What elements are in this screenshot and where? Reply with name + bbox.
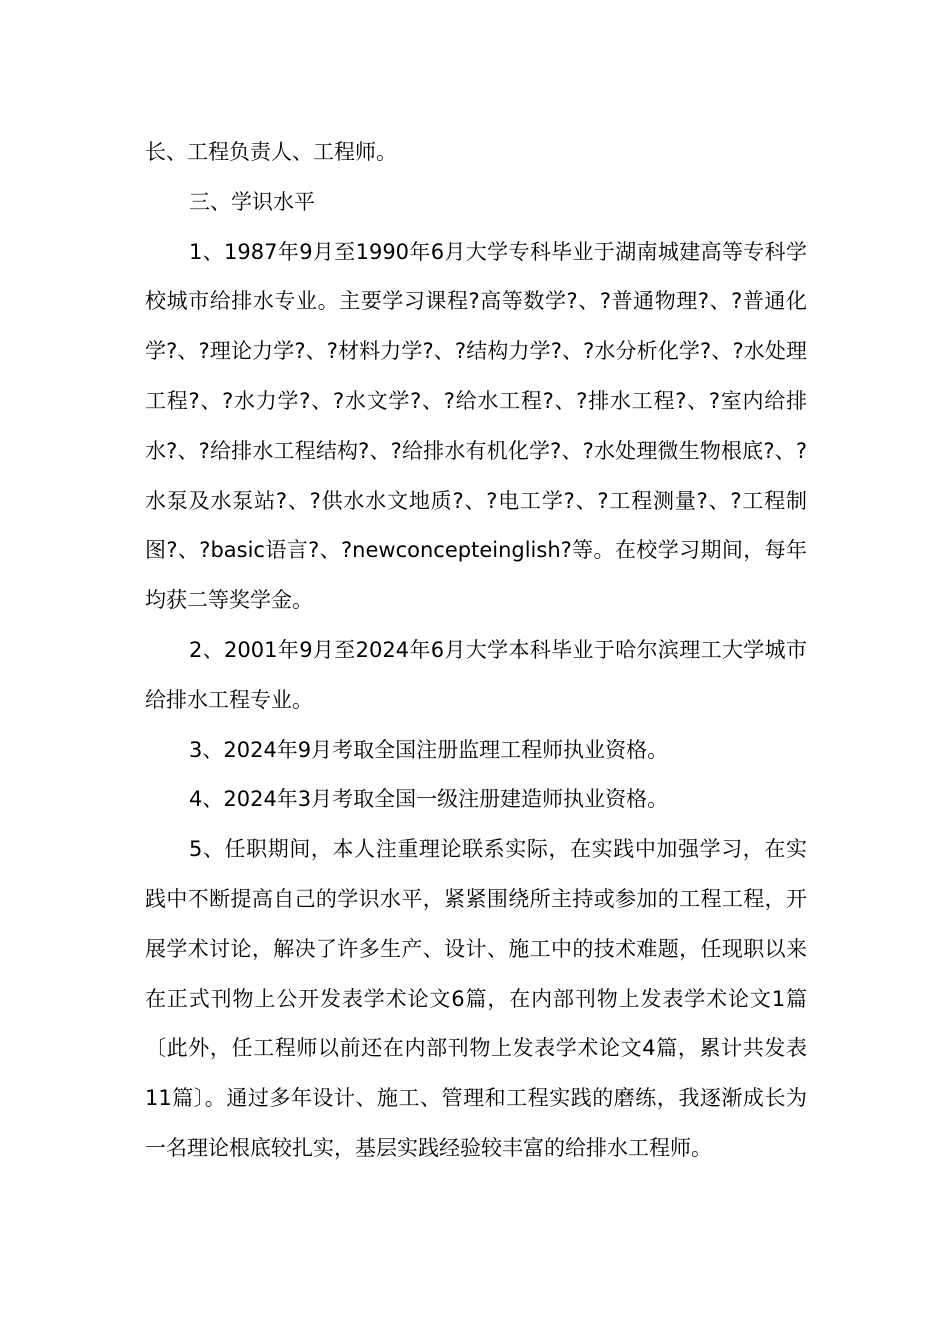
paragraph-item-3: 3、2024年9月考取全国注册监理工程师执业资格。 — [189, 737, 669, 762]
paragraph-item-1: 1、1987年9月至1990年6月大学专科毕业于湖南城建高等专科学校城市给排水专业。主要学习课程?高等数学?、?普通物理?、?普通化学?、?理论力学?、?材料力学?、?结构力学?、?水分析化学?、?水处理工程?、?水力学?、?水文学?、?给水工程?、?排水工程?、?室内给排水?、?给排水工程结构?、?给排水有机化学?、?水处理微生物根底?、?水泵及水泵站?、?供水水文地质?、?电工学?、?工程测量?、?工程制图?、?basic语言?、?newconcepteinglish?等。在校学习期间，每年均获二等奖学金。 — [145, 239, 807, 613]
section-heading: 三、学识水平 — [189, 189, 315, 214]
paragraph-item-4: 4、2024年3月考取全国一级注册建造师执业资格。 — [189, 787, 669, 812]
paragraph-item-5: 5、任职期间，本人注重理论联系实际，在实践中加强学习，在实践中不断提高自己的学识水平，紧紧围绕所主持或参加的工程工程，开展学术讨论，解决了许多生产、设计、施工中的技术难题，任现职以来在正式刊物上公开发表学术论文6篇，在内部刊物上发表学术论文1篇〔此外，任工程师以前还在内部刊物上发表学术论文4篇，累计共发表11篇〕。通过多年设计、施工、管理和工程实践的磨练，我逐渐成长为一名理论根底较扎实，基层实践经验较丰富的给排水工程师。 — [145, 837, 807, 1160]
paragraph-item-2: 2、2001年9月至2024年6月大学本科毕业于哈尔滨理工大学城市给排水工程专业。 — [145, 637, 807, 712]
document-body — [145, 128, 807, 1174]
paragraph-continuation: 长、工程负责人、工程师。 — [145, 140, 397, 164]
